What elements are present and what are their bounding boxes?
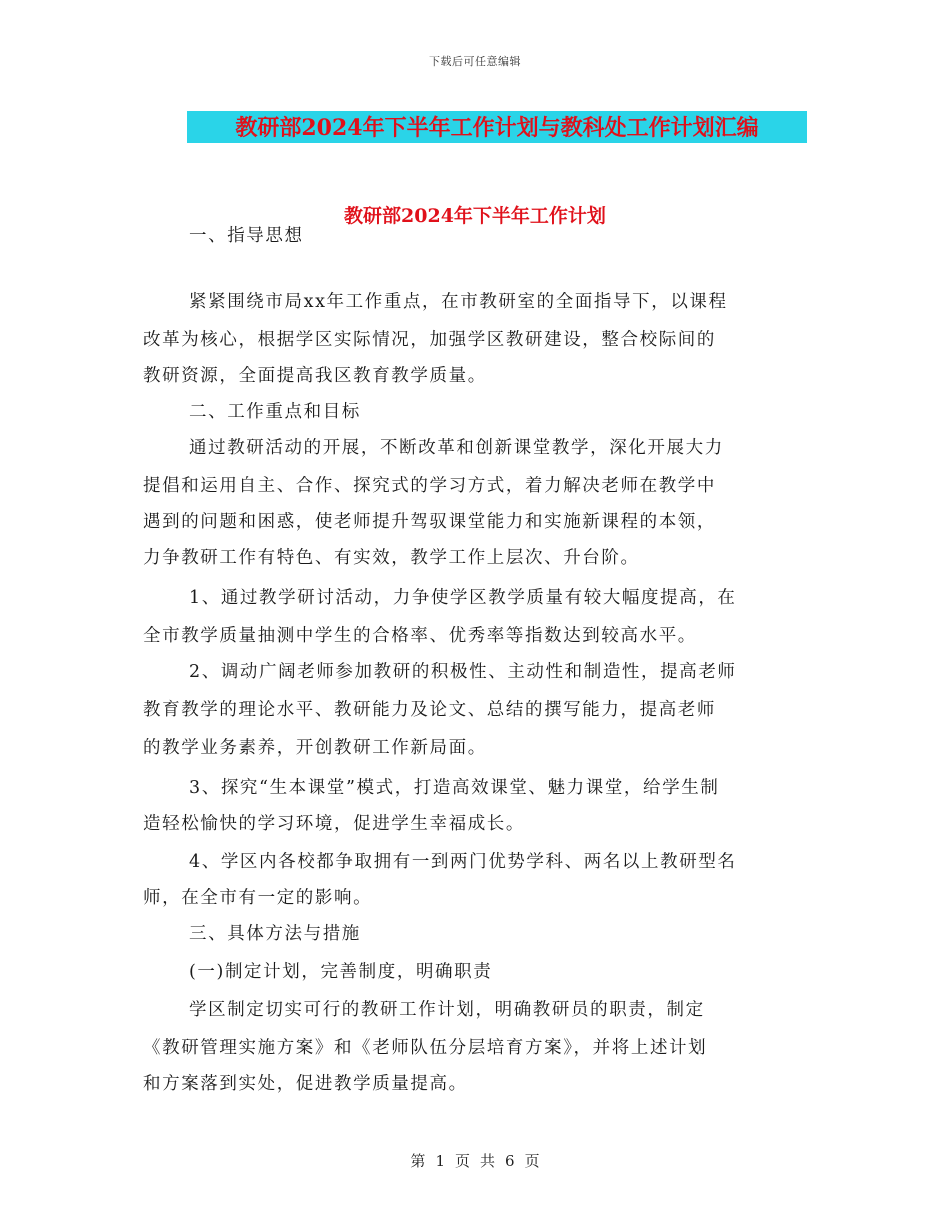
paragraph-line: 1、通过教学研讨活动，力争使学区教学质量有较大幅度提高，在 bbox=[189, 588, 737, 608]
current-page-number: 1 bbox=[435, 1152, 445, 1170]
footer-label: 页 bbox=[524, 1152, 540, 1170]
paragraph-line: 改革为核心，根据学区实际情况，加强学区教研建设，整合校际间的 bbox=[143, 330, 716, 350]
footer-label: 共 bbox=[480, 1152, 496, 1170]
paragraph-line: 3、探究“生本课堂”模式，打造高效课堂、魅力课堂，给学生制 bbox=[189, 778, 720, 798]
paragraph-heading: 二、工作重点和目标 bbox=[189, 402, 361, 422]
section-title: 教研部2024年下半年工作计划 bbox=[344, 205, 606, 227]
paragraph-subheading: (一)制定计划，完善制度，明确职责 bbox=[189, 962, 493, 982]
main-title: 教研部2024年下半年工作计划与教科处工作计划汇编 bbox=[235, 115, 759, 141]
paragraph-line: 遇到的问题和困惑，使老师提升驾驭课堂能力和实施新课程的本领， bbox=[143, 512, 716, 532]
paragraph-line: 4、学区内各校都争取拥有一到两门优势学科、两名以上教研型名 bbox=[189, 852, 737, 872]
paragraph-line: 造轻松愉快的学习环境，促进学生幸福成长。 bbox=[143, 814, 525, 834]
paragraph-line: 教研资源，全面提高我区教育教学质量。 bbox=[143, 366, 487, 386]
paragraph-line: 紧紧围绕市局xx年工作重点，在市教研室的全面指导下，以课程 bbox=[189, 292, 728, 312]
paragraph-line: 教育教学的理论水平、教研能力及论文、总结的撰写能力，提高老师 bbox=[143, 700, 716, 720]
paragraph-line: 2、调动广阔老师参加教研的积极性、主动性和制造性，提高老师 bbox=[189, 662, 737, 682]
paragraph-line: 提倡和运用自主、合作、探究式的学习方式，着力解决老师在教学中 bbox=[143, 476, 716, 496]
paragraph-heading: 三、具体方法与措施 bbox=[189, 924, 361, 944]
paragraph-line: 学区制定切实可行的教研工作计划，明确教研员的职责，制定 bbox=[189, 1000, 705, 1020]
paragraph-line: 《教研管理实施方案》和《老师队伍分层培育方案》，并将上述计划 bbox=[143, 1038, 708, 1058]
total-pages-number: 6 bbox=[505, 1152, 515, 1170]
paragraph-line: 师，在全市有一定的影响。 bbox=[143, 888, 373, 908]
paragraph-heading: 一、指导思想 bbox=[189, 226, 304, 246]
header-note: 下载后可任意编辑 bbox=[429, 55, 521, 68]
page-footer bbox=[0, 1150, 950, 1171]
paragraph-line: 通过教研活动的开展，不断改革和创新课堂教学，深化开展大力 bbox=[189, 438, 724, 458]
footer-label: 第 bbox=[410, 1152, 426, 1170]
footer-label: 页 bbox=[454, 1152, 470, 1170]
paragraph-line: 的教学业务素养，开创教研工作新局面。 bbox=[143, 738, 487, 758]
paragraph-line: 全市教学质量抽测中学生的合格率、优秀率等指数达到较高水平。 bbox=[143, 626, 697, 646]
paragraph-line: 力争教研工作有特色、有实效，教学工作上层次、升台阶。 bbox=[143, 548, 640, 568]
paragraph-line: 和方案落到实处，促进教学质量提高。 bbox=[143, 1074, 468, 1094]
